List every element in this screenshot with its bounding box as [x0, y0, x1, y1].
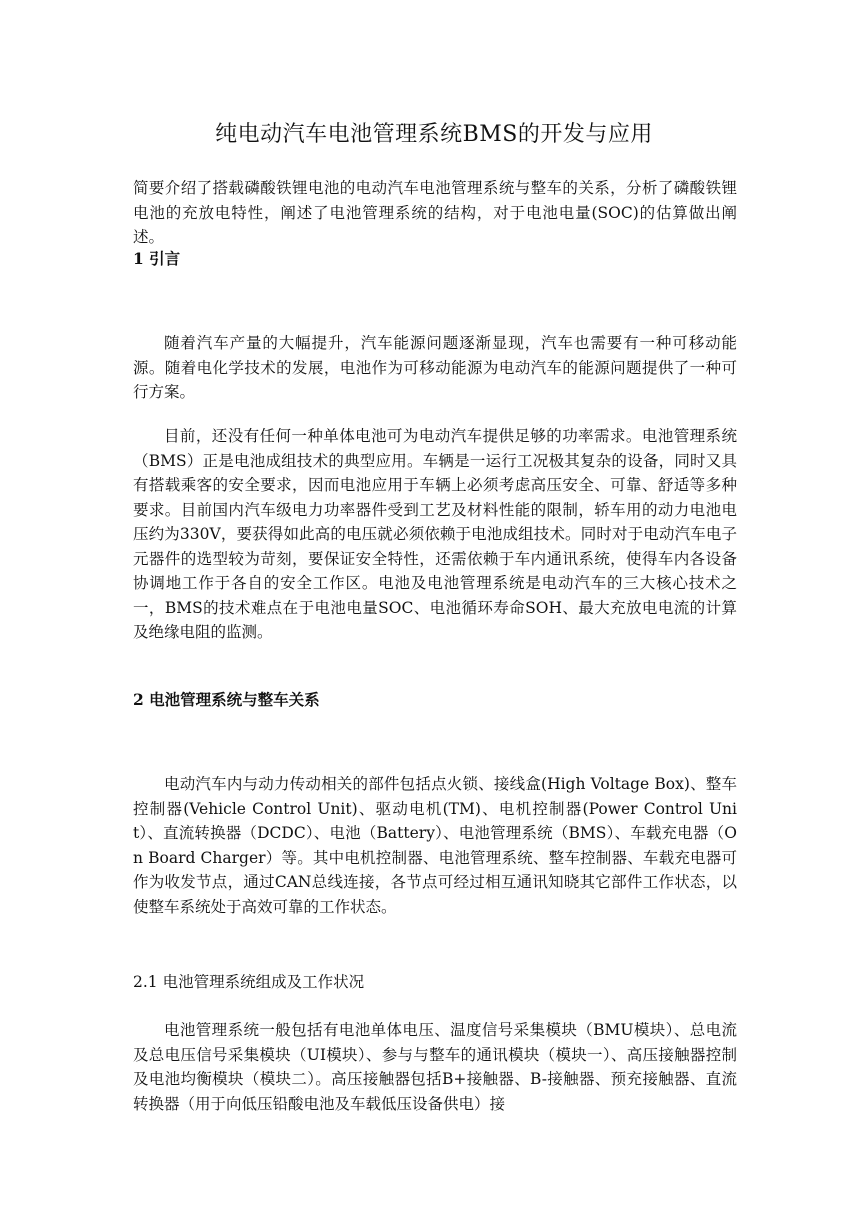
section-2-1-paragraph-1: 电池管理系统一般包括有电池单体电压、温度信号采集模块（BMU模块）、总电流及总电压信号采集模块（UI模块）、参与与整车的通讯模块（模块一）、高压接触器控制及电池均衡模块（模块二）。高压接触器包括B+接触器、B-接触器、预充接触器、直流转换器（用于向低压铅酸电池及车载低压设备供电）接 — [133, 1021, 737, 1113]
document-title: 纯电动汽车电池管理系统BMS的开发与应用 — [215, 122, 653, 147]
section-1-paragraph-2: 目前，还没有任何一种单体电池可为电动汽车提供足够的功率需求。电池管理系统（BMS）正是电池成组技术的典型应用。车辆是一运行工况极其复杂的设备，同时又具有搭载乘客的安全要求，因而电池应用于车辆上必须考虑高压安全、可靠、舒适等多种要求。目前国内汽车级电力功率器件受到工艺及材料性能的限制，轿车用的动力电池电压约为330V，要获得如此高的电压就必须依赖于电池成组技术。同时对于电动汽车电子元器件的选型较为苛刻，要保证安全特性，还需依赖于车内通讯系统，使得车内各设备协调地工作于各自的安全工作区。电池及电池管理系统是电动汽车的三大核心技术之一，BMS的技术难点在于电池电量SOC、电池循环寿命SOH、最大充放电电流的计算及绝缘电阻的监测。 — [133, 427, 737, 641]
section-1-paragraph-1: 随着汽车产量的大幅提升，汽车能源问题逐渐显现，汽车也需要有一种可移动能源。随着电化学技术的发展，电池作为可移动能源为电动汽车的能源问题提供了一种可行方案。 — [133, 334, 737, 401]
section-2-paragraph-1: 电动汽车内与动力传动相关的部件包括点火锁、接线盒(High Voltage Box)、整车控制器(Vehicle Control Unit)、驱动电机(TM)、电机控制器(Power Control Unit）、直流转换器（DCDC）、电池（Battery）、电池管理系统（BMS）、车载充电器（On Board Charger）等。其中电机控制器、电池管理系统、整车控制器、车载充电器可作为收发节点，通过CAN总线连接，各节点可经过相互通讯知晓其它部件工作状态，以使整车系统处于高效可靠的工作状态。 — [133, 775, 737, 916]
section-1-heading: 1 引言 — [133, 249, 181, 268]
section-2-1-heading: 2.1 电池管理系统组成及工作状况 — [133, 973, 365, 991]
section-2-heading: 2 电池管理系统与整车关系 — [133, 690, 320, 709]
abstract: 简要介绍了搭载磷酸铁锂电池的电动汽车电池管理系统与整车的关系，分析了磷酸铁锂电池的充放电特性，阐述了电池管理系统的结构，对于电池电量(SOC)的估算做出阐述。 — [133, 179, 737, 246]
